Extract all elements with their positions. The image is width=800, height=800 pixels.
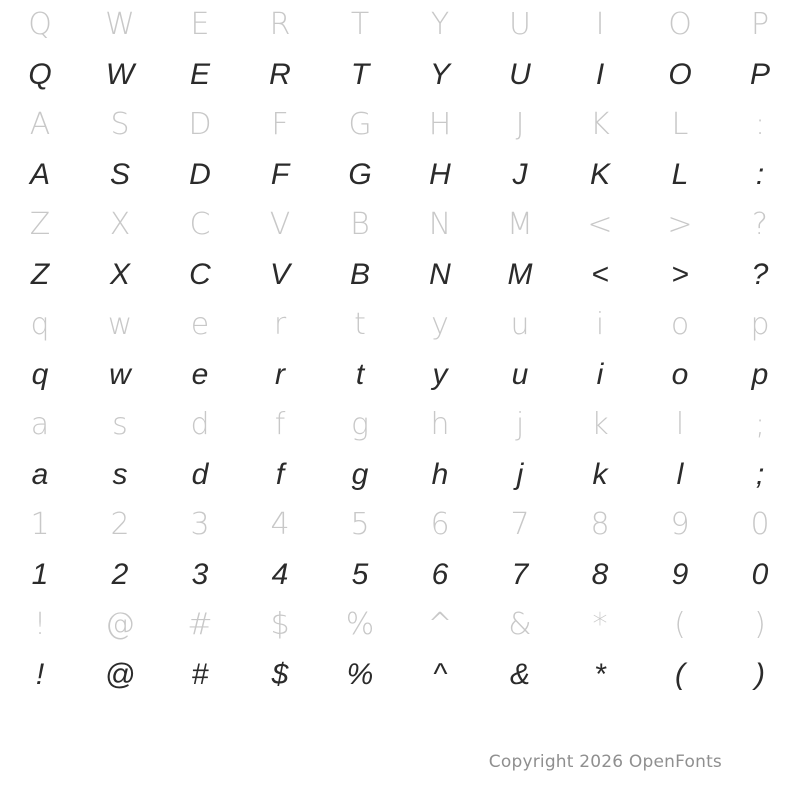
glyph-cell: N (428, 207, 452, 242)
glyph-cell: : (754, 107, 766, 142)
glyph-cell: 1 (31, 558, 49, 591)
glyph-cell: C (189, 258, 211, 291)
glyph-cell: a (30, 407, 50, 442)
glyph-cell: N (429, 258, 451, 291)
sample-row (0, 0, 800, 50)
glyph-cell: F (271, 107, 289, 142)
glyph-cell: < (591, 258, 609, 291)
glyph-cell: % (346, 658, 374, 691)
glyph-cell: t (354, 307, 366, 342)
glyph-cell: y (432, 358, 448, 391)
glyph-cell: Q (28, 7, 52, 42)
glyph-cell: j (516, 458, 524, 491)
glyph-cell: Y (430, 7, 450, 42)
glyph-cell: d (191, 458, 209, 491)
glyph-cell: W (105, 58, 135, 91)
glyph-cell: % (345, 607, 375, 642)
glyph-cell: V (269, 258, 290, 291)
specimen-row (0, 650, 800, 700)
glyph-cell: > (671, 258, 689, 291)
glyph-cell: O (668, 58, 692, 91)
glyph-cell: ; (754, 407, 766, 442)
glyph-cell: ! (35, 658, 45, 691)
sample-row (0, 300, 800, 350)
glyph-cell: i (595, 307, 605, 342)
glyph-cell: 0 (751, 558, 769, 591)
glyph-cell: l (676, 458, 684, 491)
glyph-cell: o (671, 358, 689, 391)
glyph-cell: ! (33, 607, 47, 642)
glyph-cell: ) (755, 658, 765, 691)
glyph-cell: q (30, 307, 50, 342)
glyph-cell: k (592, 458, 608, 491)
glyph-cell: W (105, 7, 135, 42)
glyph-cell: Q (28, 58, 52, 91)
glyph-cell: Y (429, 58, 450, 91)
sample-row (0, 500, 800, 550)
glyph-cell: Z (30, 258, 50, 291)
sample-row (0, 200, 800, 250)
glyph-cell: < (587, 207, 613, 242)
glyph-cell: 3 (191, 558, 209, 591)
glyph-cell: M (507, 207, 533, 242)
glyph-cell: e (191, 358, 209, 391)
glyph-cell: L (671, 158, 689, 191)
glyph-cell: w (107, 307, 133, 342)
sample-row (0, 600, 800, 650)
glyph-cell: M (507, 258, 533, 291)
specimen-row (0, 150, 800, 200)
glyph-cell: # (187, 607, 213, 642)
glyph-cell: 8 (591, 558, 609, 591)
glyph-cell: 4 (270, 507, 290, 542)
glyph-cell: T (350, 7, 370, 42)
specimen-row (0, 550, 800, 600)
glyph-cell: 4 (271, 558, 289, 591)
glyph-cell: ; (755, 458, 765, 491)
glyph-cell: g (350, 407, 369, 442)
sample-row (0, 100, 800, 150)
glyph-cell: k (591, 407, 609, 442)
glyph-cell: p (751, 358, 769, 391)
glyph-cell: q (31, 358, 49, 391)
glyph-cell: Z (29, 207, 51, 242)
glyph-cell: s (112, 458, 128, 491)
glyph-cell: 1 (30, 507, 50, 542)
glyph-cell: H (428, 107, 452, 142)
glyph-cell: f (275, 458, 285, 491)
glyph-cell: S (110, 107, 130, 142)
glyph-cell: # (191, 658, 209, 691)
glyph-cell: ^ (427, 607, 453, 642)
glyph-cell: J (515, 107, 525, 142)
glyph-cell: 6 (430, 507, 450, 542)
glyph-cell: U (509, 58, 531, 91)
glyph-cell: @ (105, 607, 135, 642)
glyph-cell: U (509, 7, 531, 42)
glyph-cell: 5 (350, 507, 370, 542)
glyph-cell: 9 (671, 558, 689, 591)
glyph-cell: P (749, 58, 770, 91)
glyph-cell: ) (754, 607, 766, 642)
glyph-cell: * (592, 607, 608, 642)
glyph-cell: i (596, 358, 604, 391)
specimen-row (0, 250, 800, 300)
glyph-cell: r (273, 307, 287, 342)
glyph-cell: X (109, 207, 131, 242)
glyph-cell: A (29, 158, 50, 191)
glyph-cell: F (270, 158, 290, 191)
glyph-cell: d (190, 407, 210, 442)
glyph-cell: H (429, 158, 451, 191)
glyph-cell: 2 (111, 558, 129, 591)
glyph-cell: A (29, 107, 51, 142)
glyph-cell: 6 (431, 558, 449, 591)
glyph-cell: K (590, 107, 610, 142)
glyph-cell: D (189, 158, 211, 191)
glyph-cell: E (190, 7, 210, 42)
glyph-cell: X (109, 258, 130, 291)
glyph-cell: ^ (432, 658, 448, 691)
glyph-cell: : (755, 158, 765, 191)
glyph-cell: 8 (590, 507, 610, 542)
glyph-cell: l (675, 407, 685, 442)
glyph-cell: & (509, 658, 530, 691)
glyph-cell: ( (675, 658, 685, 691)
glyph-cell: D (188, 107, 212, 142)
glyph-cell: h (430, 407, 450, 442)
glyph-cell: @ (104, 658, 136, 691)
glyph-cell: u (510, 307, 530, 342)
glyph-cell: J (512, 158, 528, 191)
glyph-cell: a (31, 458, 49, 491)
glyph-cell: ? (752, 207, 768, 242)
glyph-cell: s (112, 407, 128, 442)
glyph-cell: C (189, 207, 211, 242)
specimen-row (0, 50, 800, 100)
glyph-cell: ? (751, 258, 769, 291)
glyph-cell: $ (270, 607, 290, 642)
glyph-cell: 7 (510, 507, 530, 542)
glyph-cell: 3 (190, 507, 210, 542)
glyph-cell: O (668, 7, 692, 42)
glyph-cell: S (109, 158, 130, 191)
glyph-cell: V (269, 207, 291, 242)
glyph-cell: K (589, 158, 610, 191)
glyph-cell: f (274, 407, 286, 442)
glyph-cell: w (109, 358, 131, 391)
glyph-cell: P (750, 7, 770, 42)
glyph-cell: E (189, 58, 210, 91)
glyph-cell: g (351, 458, 369, 491)
specimen-row (0, 350, 800, 400)
glyph-cell: G (348, 158, 372, 191)
glyph-cell: r (275, 358, 285, 391)
glyph-cell: R (269, 58, 291, 91)
specimen-row (0, 450, 800, 500)
glyph-cell: R (269, 7, 291, 42)
glyph-cell: o (670, 307, 690, 342)
glyph-cell: 0 (750, 507, 770, 542)
glyph-cell: T (350, 58, 370, 91)
glyph-cell: B (350, 207, 370, 242)
glyph-cell: I (595, 58, 605, 91)
glyph-cell: 9 (670, 507, 690, 542)
glyph-cell: ( (674, 607, 686, 642)
glyph-cell: j (515, 407, 525, 442)
glyph-cell: L (671, 107, 689, 142)
glyph-cell: 5 (351, 558, 369, 591)
glyph-cell: B (349, 258, 370, 291)
glyph-cell: * (594, 658, 606, 691)
glyph-cell: t (355, 358, 365, 391)
glyph-cell: 2 (110, 507, 130, 542)
glyph-cell: G (348, 107, 372, 142)
glyph-cell: y (431, 307, 449, 342)
copyright-notice: Copyright 2026 OpenFonts (488, 752, 722, 772)
glyph-cell: u (511, 358, 529, 391)
glyph-cell: $ (271, 658, 289, 691)
glyph-cell: h (431, 458, 449, 491)
glyph-cell: & (508, 607, 532, 642)
glyph-cell: 7 (511, 558, 529, 591)
glyph-cell: e (190, 307, 210, 342)
sample-row (0, 400, 800, 450)
glyph-cell: > (667, 207, 693, 242)
glyph-cell: I (595, 7, 605, 42)
glyph-cell: p (750, 307, 770, 342)
